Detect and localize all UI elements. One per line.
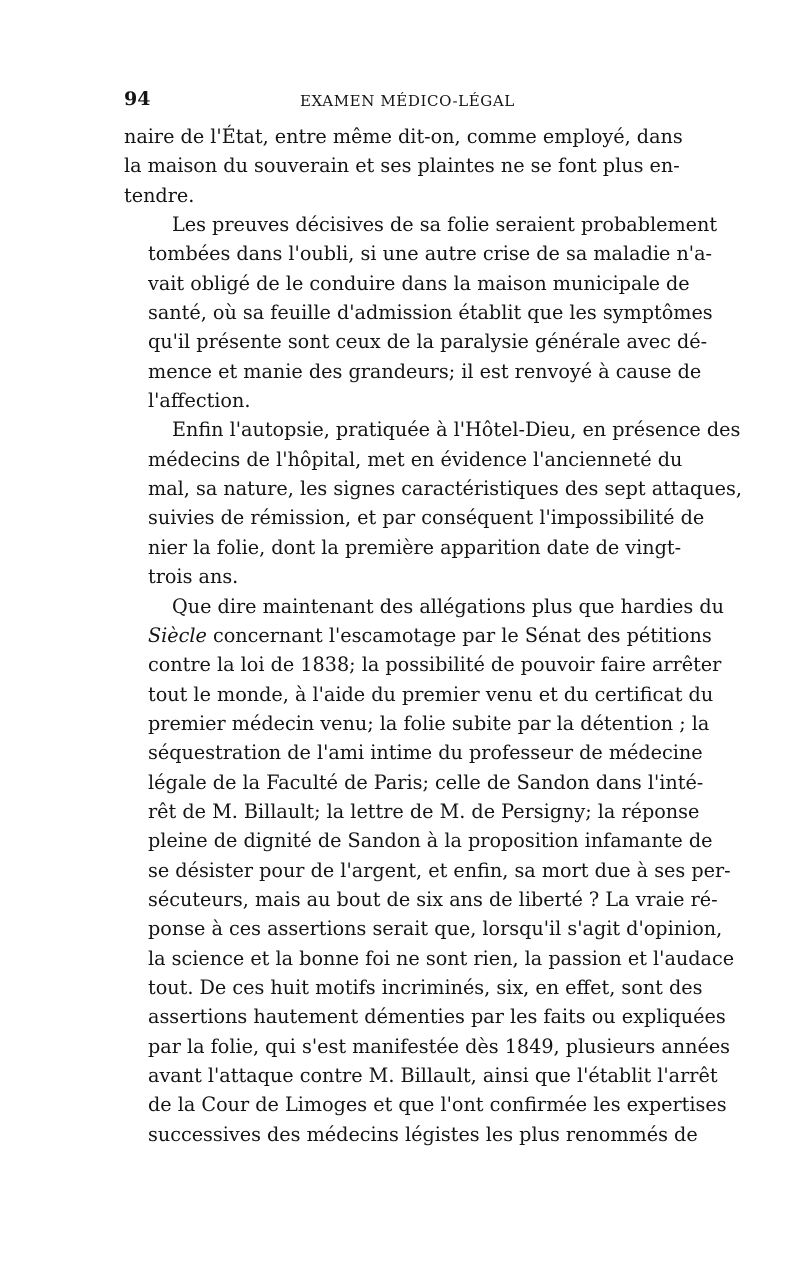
text-line: naire de l'État, entre même dit-on, comme employé, dans (124, 125, 683, 148)
italic-title-siecle: Siècle (148, 623, 207, 647)
text-line: premier médecin venu; la folie subite par la détention ; la (148, 711, 710, 735)
paragraph (124, 592, 735, 1150)
text-line: légale de la Faculté de Paris; celle de Sandon dans l'inté- (148, 770, 704, 794)
body-text (124, 122, 742, 1149)
text-line: nier la folie, dont la première apparition date de vingt- (148, 535, 682, 559)
paragraph (124, 415, 742, 591)
text-line: l'affection. (148, 389, 251, 413)
text-line: pleine de dignité de Sandon à la proposition infamante de (148, 829, 713, 853)
text-line: Enfin l'autopsie, pratiquée à l'Hôtel-Dieu, en présence des (172, 418, 741, 442)
paragraph (124, 122, 683, 210)
paragraph (124, 210, 718, 415)
text-line-rest: concernant l'escamotage par le Sénat des pétitions (206, 623, 712, 647)
text-line: Les preuves décisives de sa folie seraient probablement (172, 213, 718, 237)
text-line-with-italic (124, 621, 712, 650)
text-line: assertions hautement démenties par les faits ou expliquées (148, 1005, 726, 1029)
text-line: tout le monde, à l'aide du premier venu et du certificat du (148, 682, 714, 706)
text-line: sécuteurs, mais au bout de six ans de liberté ? La vraie ré- (148, 887, 718, 911)
text-line: avant l'attaque contre M. Billault, ainsi que l'établit l'arrêt (148, 1064, 718, 1087)
text-line: de la Cour de Limoges et que l'ont confirmée les expertises (148, 1093, 727, 1117)
text-line: qu'il présente sont ceux de la paralysie générale avec dé- (148, 330, 708, 354)
text-line: tendre. (124, 183, 195, 207)
text-line: se désister pour de l'argent, et enfin, sa mort due à ses per- (148, 858, 731, 882)
text-line: suivies de rémission, et par conséquent l'impossibilité de (148, 506, 705, 530)
text-line: la maison du souverain et ses plaintes ne se font plus en- (124, 154, 680, 178)
text-line: contre la loi de 1838; la possibilité de pouvoir faire arrêter (148, 653, 722, 677)
text-line: rêt de M. Billault; la lettre de M. de Persigny; la réponse (148, 799, 700, 823)
text-line: médecins de l'hôpital, met en évidence l'ancienneté du (148, 447, 683, 471)
text-line: séquestration de l'ami intime du professeur de médecine (148, 741, 703, 765)
text-line: santé, où sa feuille d'admission établit que les symptômes (148, 301, 713, 325)
text-line: trois ans. (148, 565, 239, 589)
page-number: 94 (124, 88, 151, 110)
text-line: mence et manie des grandeurs; il est renvoyé à cause de (148, 359, 702, 383)
text-line: vait obligé de le conduire dans la maison municipale de (148, 271, 690, 295)
text-line: tombées dans l'oubli, si une autre crise de sa maladie n'a- (148, 242, 712, 266)
running-head-title: EXAMEN MÉDICO-LÉGAL (300, 92, 515, 110)
text-line: Que dire maintenant des allégations plus que hardies du (172, 594, 724, 618)
book-page (124, 88, 742, 1149)
text-line: la science et la bonne foi ne sont rien, la passion et l'audace (148, 946, 735, 970)
text-line: ponse à ces assertions serait que, lorsqu'il s'agit d'opinion, (148, 917, 723, 941)
text-line: par la folie, qui s'est manifestée dès 1849, plusieurs années (148, 1034, 731, 1058)
text-line: tout. De ces huit motifs incriminés, six, en effet, sont des (148, 975, 703, 999)
running-head (124, 88, 676, 122)
text-line: successives des médecins légistes les plus renommés de (148, 1122, 698, 1146)
text-line: mal, sa nature, les signes caractéristiques des sept attaques, (148, 477, 742, 501)
